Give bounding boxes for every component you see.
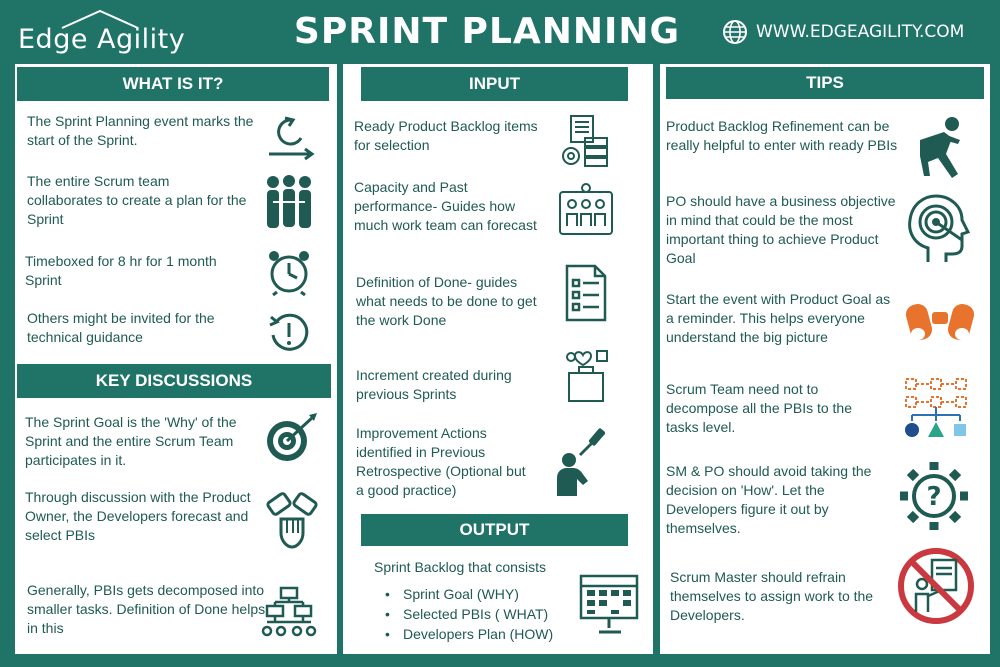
alarm-clock-icon xyxy=(267,248,311,296)
globe-icon xyxy=(722,19,748,45)
input-item-4: Increment created during previous Sprints xyxy=(356,367,512,402)
header xyxy=(0,0,1000,64)
output-bullet-goal: • Sprint Goal (WHY) xyxy=(403,584,583,604)
what-item-2: The entire Scrum team collaborates to create a plan for the Sprint xyxy=(27,173,247,227)
no-assign-icon xyxy=(896,546,976,626)
hands-together-icon xyxy=(263,489,321,551)
team-icon xyxy=(263,174,315,230)
website-url[interactable]: WWW.EDGEAGILITY.COM xyxy=(756,22,965,42)
gear-question-icon xyxy=(896,458,972,534)
sprint-board-icon xyxy=(579,574,643,638)
logo: Edge Agility xyxy=(18,24,186,55)
tip-item-3: Start the event with Product Goal as a reminder. This helps everyone understand the big picture xyxy=(666,291,891,345)
checklist-icon xyxy=(563,264,609,322)
svg-text:?: ? xyxy=(926,482,942,512)
tips-heading: TIPS xyxy=(666,67,984,99)
output-intro: Sprint Backlog that consists xyxy=(374,559,546,575)
tip-item-4: Scrum Team need not to decompose all the PBIs to the tasks level. xyxy=(666,381,852,435)
left-panel xyxy=(15,64,337,654)
input-item-1: Ready Product Backlog items for selection xyxy=(354,118,538,153)
input-heading: INPUT xyxy=(361,67,628,101)
input-item-2: Capacity and Past performance- Guides how much work team can forecast xyxy=(354,179,537,233)
binoculars-icon xyxy=(904,294,976,350)
tip-item-6: Scrum Master should refrain themselves to assign work to the Developers. xyxy=(670,569,874,623)
what-item-4: Others might be invited for the technical guidance xyxy=(27,310,215,345)
middle-panel xyxy=(343,64,653,654)
hierarchy-icon xyxy=(261,586,317,638)
output-heading: OUTPUT xyxy=(361,514,628,546)
what-is-it-heading: WHAT IS IT? xyxy=(17,67,329,101)
sprinter-icon xyxy=(908,116,970,180)
backlog-stack-icon xyxy=(561,114,611,170)
page-title: SPRINT PLANNING xyxy=(282,6,692,58)
capacity-team-icon xyxy=(558,182,614,236)
output-bullet-pbis: • Selected PBIs ( WHAT) xyxy=(403,604,583,624)
input-item-5: Improvement Actions identified in Previous Retrospective (Optional but a good practice) xyxy=(356,425,526,498)
right-panel xyxy=(660,64,990,654)
decompose-tree-icon xyxy=(904,377,968,439)
what-item-1: The Sprint Planning event marks the start of the Sprint. xyxy=(27,113,254,148)
tip-item-1: Product Backlog Refinement can be really helpful to enter with ready PBIs xyxy=(666,118,898,153)
restart-icon xyxy=(267,311,311,355)
input-item-3: Definition of Done- guides what needs to be done to get the work Done xyxy=(356,274,537,328)
key-item-2: Through discussion with the Product Owner, the Developers forecast and select PBIs xyxy=(25,489,251,543)
key-item-1: The Sprint Goal is the 'Why' of the Sprint and the entire Scrum Team participates in it. xyxy=(25,414,237,468)
output-list xyxy=(403,584,583,644)
key-item-3: Generally, PBIs gets decomposed into smaller tasks. Definition of Done helps in this xyxy=(27,582,266,636)
head-target-icon xyxy=(904,194,970,264)
tip-item-2: PO should have a business objective in mind that could be the most important thing to achieve Product Goal xyxy=(666,193,896,266)
repair-person-icon xyxy=(553,426,609,498)
key-discussions-heading: KEY DISCUSSIONS xyxy=(17,364,331,398)
what-item-3: Timeboxed for 8 hr for 1 month Sprint xyxy=(25,253,217,288)
tip-item-5: SM & PO should avoid taking the decision on 'How'. Let the Developers figure it out by themselves. xyxy=(666,463,872,536)
target-icon xyxy=(263,411,321,465)
cycle-arrow-icon xyxy=(265,112,317,162)
output-bullet-plan: • Developers Plan (HOW) xyxy=(403,624,583,644)
increment-bag-icon xyxy=(563,349,611,407)
